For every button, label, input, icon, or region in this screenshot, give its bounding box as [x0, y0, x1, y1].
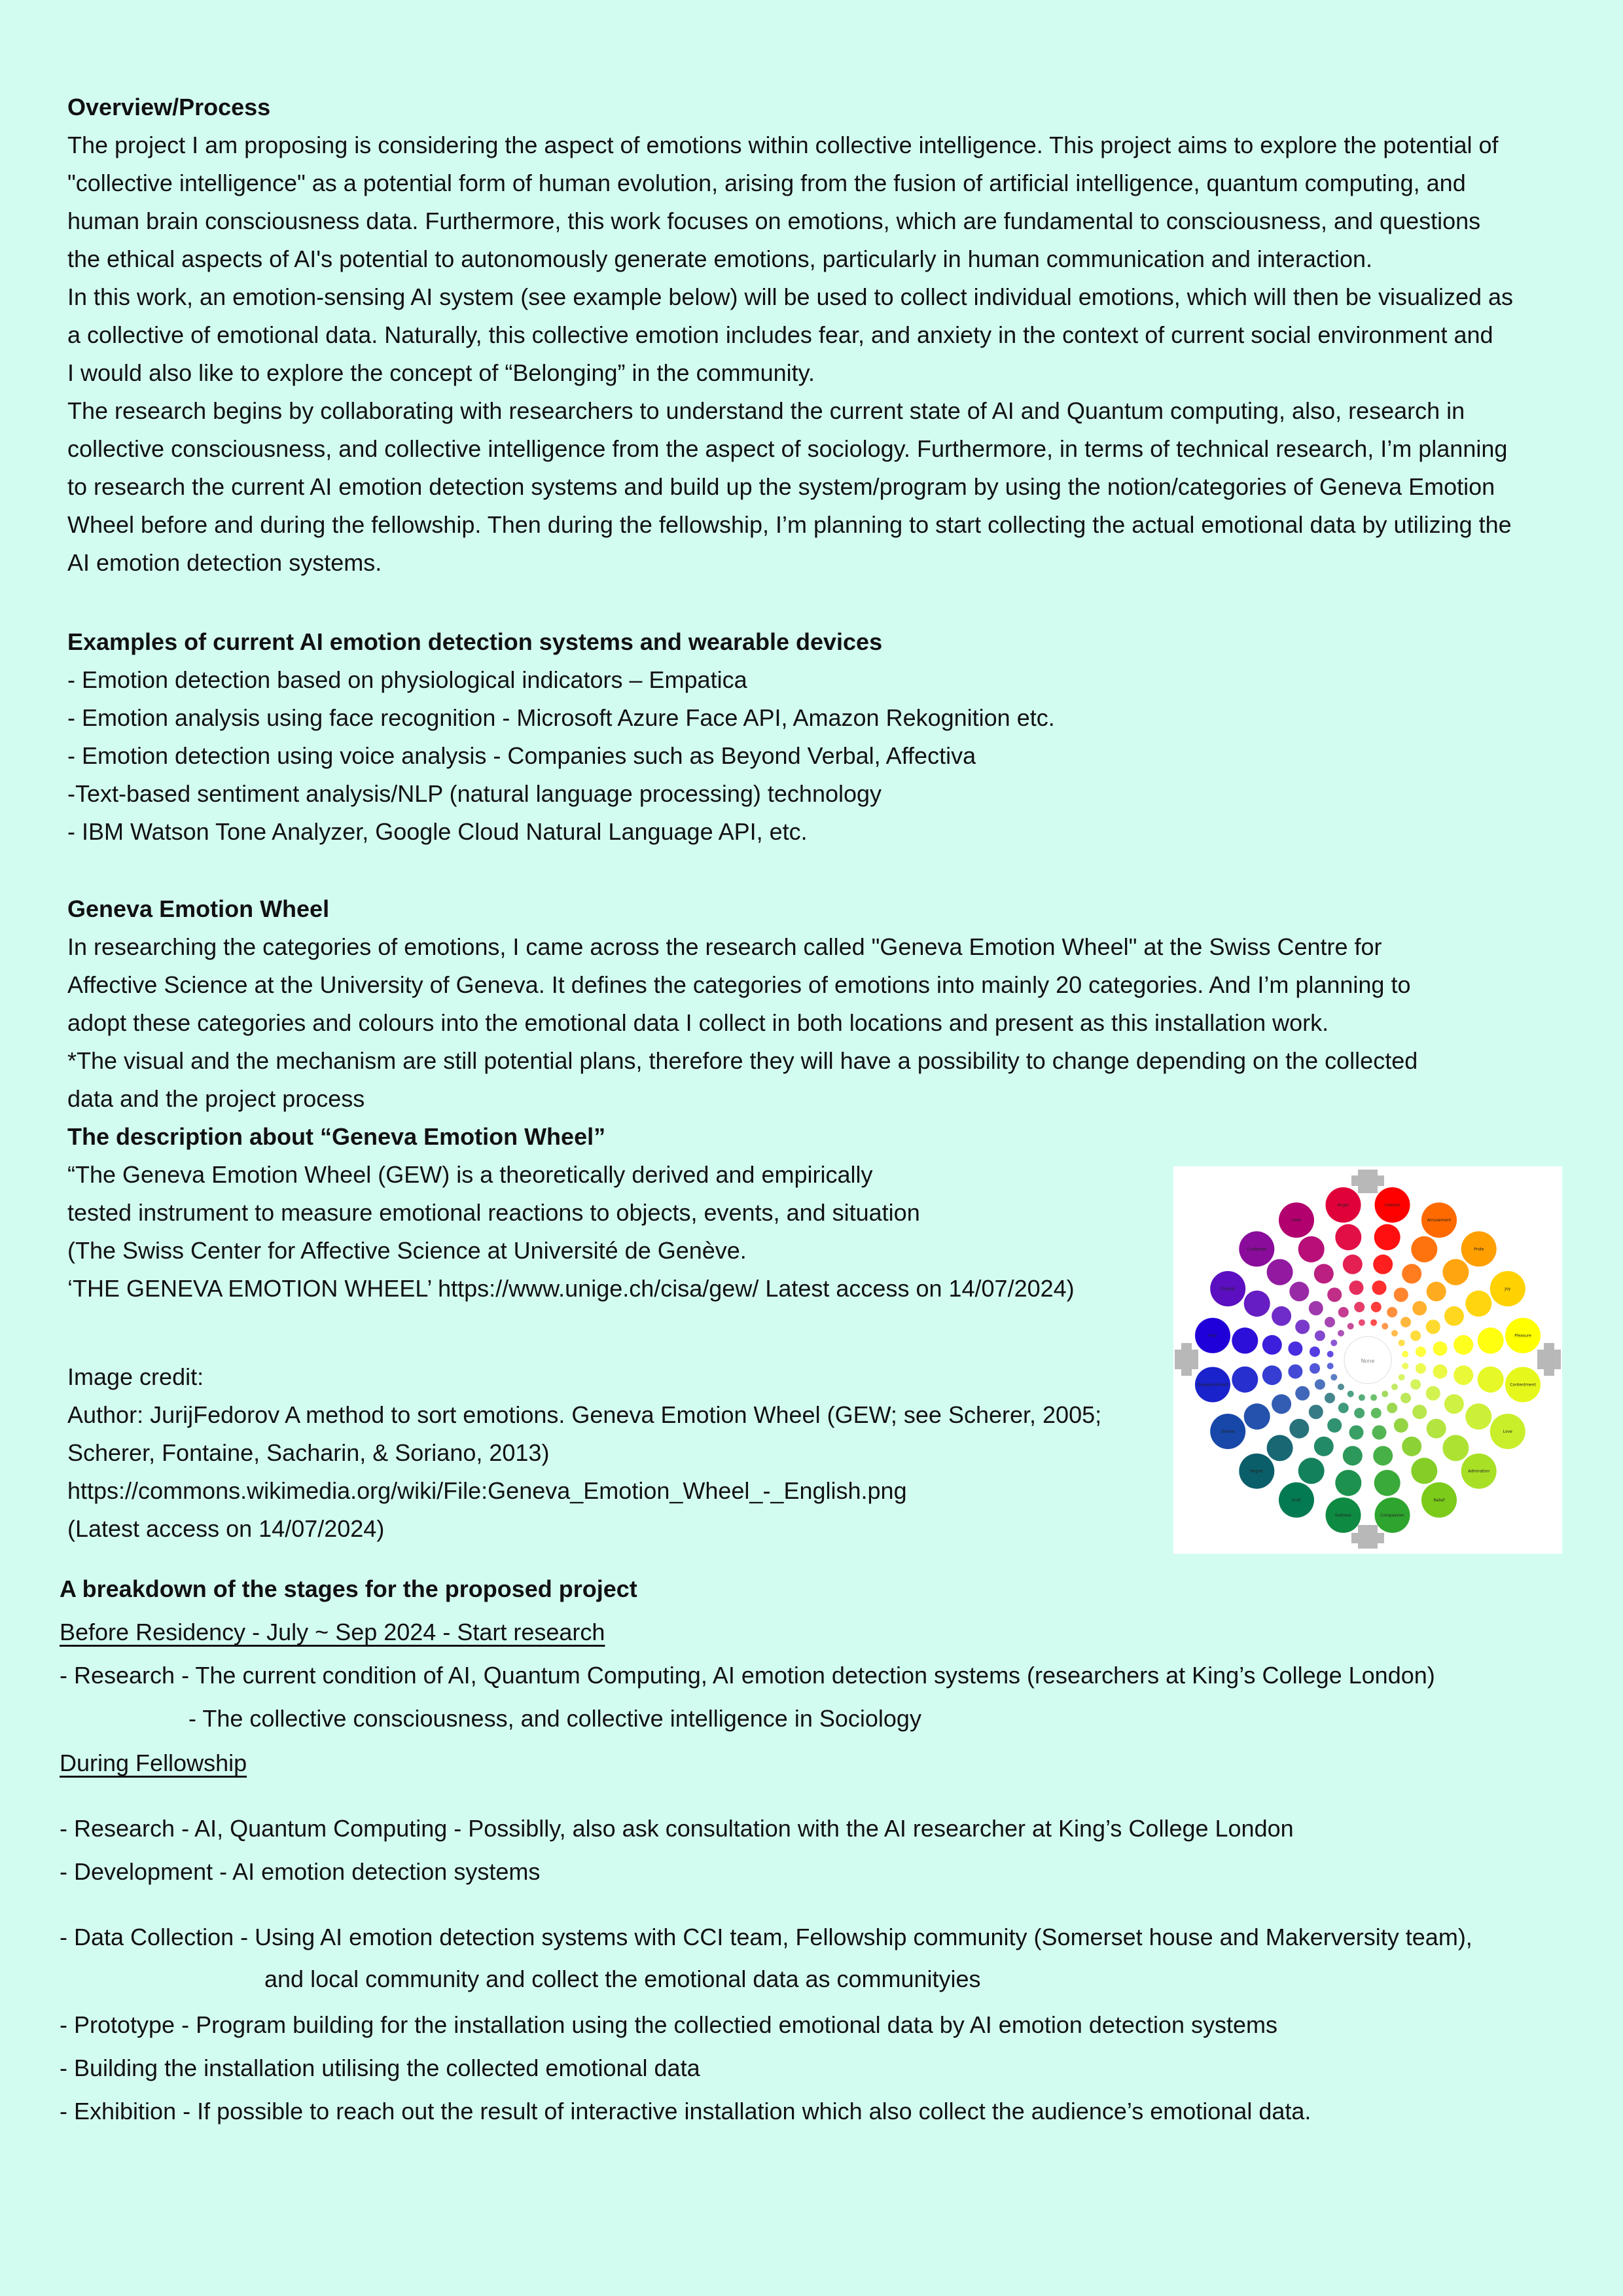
- wheel-center-label: None: [1361, 1358, 1375, 1364]
- wheel-dot: [1373, 1446, 1393, 1465]
- wheel-dot: [1354, 1302, 1364, 1312]
- wheel-emotion-label: Love: [1503, 1429, 1512, 1434]
- credit-line: https://commons.wikimedia.org/wiki/File:Geneva_Emotion_Wheel_-_English.png: [67, 1477, 907, 1504]
- wheel-dot: [1412, 1405, 1427, 1419]
- wheel-dot: [1465, 1403, 1491, 1429]
- wheel-dot: [1288, 1365, 1302, 1379]
- during-line: - Exhibition - If possible to reach out the result of interactive installation which also collect the audience’s emotional data.: [60, 2098, 1311, 2125]
- gew-line: adopt these categories and colours into the emotional data I collect in both locations and present as this installation work.: [67, 1009, 1329, 1036]
- wheel-dot: [1454, 1335, 1473, 1355]
- wheel-dot: [1374, 1470, 1400, 1496]
- wheel-dot: [1391, 1330, 1398, 1336]
- wheel-emotion-label: Contempt: [1247, 1247, 1267, 1252]
- wheel-dot: [1402, 1351, 1408, 1357]
- credit-line: Image credit:: [67, 1363, 204, 1390]
- wheel-dot: [1349, 1280, 1364, 1295]
- wheel-dot: [1327, 1363, 1334, 1369]
- before-line: - Research - The current condition of AI, Quantum Computing, AI emotion detection systems (researchers at King’s College London): [60, 1662, 1435, 1689]
- during-line: and local community and collect the emotional data as communityies: [264, 1965, 981, 1992]
- wheel-emotion-label: Relief: [1433, 1498, 1445, 1503]
- wheel-dot: [1371, 1408, 1382, 1418]
- wheel-dot: [1454, 1365, 1473, 1385]
- gew-line: Affective Science at the University of Geneva. It defines the categories of emotions into mainly 20 categories. And I’m planning to: [67, 971, 1411, 998]
- credit-line: Author: JurijFedorov A method to sort emotions. Geneva Emotion Wheel (GEW; see Scherer, 2005;: [67, 1401, 1102, 1428]
- overview-line: a collective of emotional data. Naturally, this collective emotion includes fear, and anxiety in the context of current social environment and: [67, 321, 1493, 348]
- breakdown-heading: A breakdown of the stages for the proposed project: [60, 1575, 637, 1602]
- overview-line: In this work, an emotion-sensing AI system (see example below) will be used to collect individual emotions, which will then be visualized as: [67, 283, 1514, 310]
- wheel-dot: [1359, 1394, 1365, 1401]
- wheel-dot: [1402, 1437, 1421, 1456]
- wheel-dot: [1444, 1394, 1464, 1414]
- wheel-dot: [1465, 1291, 1491, 1317]
- gew-line: In researching the categories of emotions, I came across the research called "Geneva Emotion Wheel" at the Swiss Centre for: [67, 933, 1382, 960]
- wheel-dot: [1427, 1419, 1446, 1439]
- wheel-dot: [1442, 1259, 1469, 1285]
- gew-heading: Geneva Emotion Wheel: [67, 895, 330, 922]
- wheel-dot: [1402, 1363, 1408, 1369]
- wheel-dot: [1244, 1291, 1270, 1317]
- during-line: - Building the installation utilising the collected emotional data: [60, 2054, 700, 2081]
- overview-line: human brain consciousness data. Furthermore, this work focuses on emotions, which are fundamental to consciousness, and questions: [67, 207, 1481, 234]
- wheel-dot: [1289, 1282, 1309, 1301]
- description-line: ‘THE GENEVA EMOTION WHEEL’ https://www.unige.ch/cisa/gew/ Latest access on 14/07/2024): [67, 1275, 1075, 1302]
- wheel-dot: [1416, 1346, 1426, 1357]
- wheel-dot: [1387, 1403, 1397, 1413]
- wheel-dot: [1382, 1391, 1388, 1397]
- gew-line: data and the project process: [67, 1085, 365, 1112]
- wheel-emotion-label: Compassion: [1380, 1513, 1404, 1518]
- wheel-dot: [1343, 1446, 1363, 1465]
- wheel-dot: [1427, 1282, 1446, 1301]
- wheel-dot: [1343, 1255, 1363, 1274]
- wheel-dot: [1335, 1224, 1361, 1250]
- wheel-dot: [1272, 1306, 1291, 1326]
- wheel-emotion-label: Disappointment: [1197, 1382, 1228, 1388]
- examples-line: - IBM Watson Tone Analyzer, Google Cloud Natural Language API, etc.: [67, 818, 808, 845]
- geneva-emotion-wheel-image: [1173, 1166, 1562, 1554]
- wheel-dot: [1338, 1330, 1344, 1336]
- overview-line: to research the current AI emotion detection systems and build up the system/program by using the notion/categories of Geneva Emotion: [67, 473, 1495, 500]
- wheel-dot: [1372, 1280, 1387, 1295]
- wheel-dot: [1262, 1335, 1282, 1355]
- wheel-emotion-label: Admiration: [1468, 1469, 1490, 1474]
- overview-heading: Overview/Process: [67, 94, 271, 120]
- wheel-dot: [1347, 1323, 1354, 1329]
- bottom-marker-icon: [1351, 1525, 1384, 1549]
- right-marker-icon: [1537, 1343, 1561, 1376]
- wheel-dot: [1349, 1426, 1364, 1440]
- wheel-dot: [1325, 1393, 1335, 1403]
- during-line: - Prototype - Program building for the installation using the collectied emotional data by AI emotion detection systems: [60, 2011, 1277, 2038]
- wheel-emotion-label: Regret: [1250, 1469, 1264, 1474]
- description-line: tested instrument to measure emotional reactions to objects, events, and situation: [67, 1199, 920, 1226]
- before-residency-heading: Before Residency - July ~ Sep 2024 - Start research: [60, 1619, 605, 1645]
- wheel-emotion-label: Disgust: [1220, 1287, 1236, 1291]
- during-line: - Development - AI emotion detection systems: [60, 1858, 541, 1885]
- wheel-dot: [1374, 1224, 1400, 1250]
- wheel-dot: [1382, 1323, 1388, 1329]
- wheel-dot: [1330, 1374, 1337, 1380]
- examples-heading: Examples of current AI emotion detection systems and wearable devices: [67, 628, 883, 655]
- wheel-dot: [1402, 1264, 1421, 1283]
- wheel-dot: [1314, 1437, 1334, 1456]
- wheel-dot: [1442, 1435, 1469, 1461]
- wheel-dot: [1478, 1367, 1504, 1393]
- wheel-emotion-label: Shame: [1221, 1429, 1235, 1434]
- left-marker-icon: [1175, 1343, 1198, 1376]
- wheel-dot: [1330, 1340, 1337, 1346]
- wheel-dot: [1411, 1458, 1437, 1484]
- wheel-dot: [1315, 1331, 1325, 1341]
- wheel-dot: [1327, 1287, 1342, 1302]
- wheel-dot: [1400, 1393, 1411, 1403]
- wheel-dot: [1411, 1236, 1437, 1263]
- wheel-dot: [1399, 1374, 1405, 1380]
- emotion-wheel-graphic: [1173, 1166, 1562, 1554]
- wheel-dot: [1354, 1408, 1364, 1418]
- wheel-dot: [1433, 1365, 1448, 1379]
- wheel-dot: [1426, 1386, 1440, 1401]
- wheel-dot: [1295, 1319, 1310, 1334]
- examples-line: - Emotion detection using voice analysis - Companies such as Beyond Verbal, Affectiva: [67, 742, 976, 769]
- wheel-dot: [1267, 1435, 1293, 1461]
- wheel-emotion-label: Hate: [1291, 1218, 1302, 1223]
- wheel-dot: [1373, 1255, 1393, 1274]
- overview-line: "collective intelligence" as a potential form of human evolution, arising from the fusion of artificial intelligence, quantum computing, and: [67, 170, 1466, 196]
- during-line: - Research - AI, Quantum Computing - Possiblly, also ask consultation with the AI researcher at King’s College London: [60, 1815, 1294, 1842]
- wheel-dot: [1262, 1365, 1282, 1385]
- wheel-dot: [1314, 1264, 1334, 1283]
- wheel-dot: [1444, 1306, 1464, 1326]
- wheel-dot: [1232, 1327, 1258, 1354]
- wheel-dot: [1370, 1319, 1377, 1326]
- during-line: - Data Collection - Using AI emotion detection systems with CCI team, Fellowship community (Somerset house and Makerversity team),: [60, 1924, 1472, 1950]
- overview-line: AI emotion detection systems.: [67, 549, 382, 576]
- wheel-emotion-label: Joy: [1505, 1287, 1511, 1291]
- examples-line: - Emotion analysis using face recognition - Microsoft Azure Face API, Amazon Rekognition etc.: [67, 704, 1055, 731]
- wheel-emotion-label: Fear: [1208, 1333, 1217, 1338]
- wheel-emotion-label: Amusement: [1427, 1218, 1452, 1223]
- wheel-dot: [1426, 1319, 1440, 1334]
- wheel-dot: [1391, 1384, 1398, 1390]
- wheel-dot: [1412, 1301, 1427, 1316]
- credit-line: (Latest access on 14/07/2024): [67, 1515, 385, 1542]
- wheel-dot: [1244, 1403, 1270, 1429]
- wheel-dot: [1433, 1342, 1448, 1356]
- wheel-dot: [1399, 1340, 1405, 1346]
- wheel-dot: [1370, 1394, 1377, 1401]
- overview-line: collective consciousness, and collective intelligence from the aspect of sociology. Furthermore, in terms of technical research, I’m planning: [67, 435, 1508, 462]
- wheel-dot: [1310, 1363, 1320, 1374]
- description-line: “The Geneva Emotion Wheel (GEW) is a theoretically derived and empirically: [67, 1161, 873, 1188]
- wheel-dot: [1394, 1287, 1408, 1302]
- wheel-dot: [1416, 1363, 1426, 1374]
- wheel-dot: [1298, 1458, 1325, 1484]
- wheel-dot: [1298, 1236, 1325, 1263]
- description-line: (The Swiss Center for Affective Science at Université de Genève.: [67, 1237, 747, 1264]
- wheel-emotion-label: Sadness: [1334, 1513, 1352, 1518]
- wheel-dot: [1400, 1317, 1411, 1327]
- overview-line: Wheel before and during the fellowship. Then during the fellowship, I’m planning to start collecting the actual emotional data by utilizing the: [67, 511, 1512, 538]
- wheel-emotion-label: Interest: [1384, 1203, 1400, 1208]
- wheel-dot: [1327, 1351, 1334, 1357]
- wheel-dot: [1310, 1346, 1320, 1357]
- credit-line: Scherer, Fontaine, Sacharin, & Soriano, 2013): [67, 1439, 550, 1466]
- wheel-dot: [1327, 1418, 1342, 1433]
- overview-line: the ethical aspects of AI's potential to autonomously generate emotions, particularly in human communication and interaction.: [67, 245, 1373, 272]
- wheel-dot: [1338, 1307, 1349, 1318]
- description-heading: The description about “Geneva Emotion Wheel”: [67, 1123, 606, 1150]
- wheel-dot: [1288, 1342, 1302, 1356]
- wheel-dot: [1338, 1403, 1349, 1413]
- wheel-dot: [1410, 1331, 1421, 1341]
- before-line: - The collective consciousness, and collective intelligence in Sociology: [188, 1705, 921, 1732]
- wheel-dot: [1387, 1307, 1397, 1318]
- wheel-dot: [1309, 1405, 1323, 1419]
- wheel-dot: [1478, 1327, 1504, 1354]
- wheel-emotion-label: Guilt: [1291, 1498, 1302, 1503]
- wheel-dot: [1359, 1319, 1365, 1326]
- overview-line: The project I am proposing is considering the aspect of emotions within collective intelligence. This project aims to explore the potential of: [67, 132, 1499, 158]
- wheel-emotion-label: Contentment: [1510, 1382, 1536, 1388]
- wheel-dot: [1272, 1394, 1291, 1414]
- overview-line: I would also like to explore the concept of “Belonging” in the community.: [67, 359, 815, 386]
- overview-line: The research begins by collaborating with researchers to understand the current state of AI and Quantum computing, also, research in: [67, 397, 1465, 424]
- wheel-dot: [1232, 1367, 1258, 1393]
- during-fellowship-heading: During Fellowship: [60, 1749, 247, 1776]
- wheel-dot: [1338, 1384, 1344, 1390]
- wheel-emotion-label: Pride: [1474, 1247, 1484, 1252]
- wheel-dot: [1315, 1379, 1325, 1390]
- examples-line: - Emotion detection based on physiological indicators – Empatica: [67, 666, 747, 693]
- wheel-dot: [1267, 1259, 1293, 1285]
- examples-line: -Text-based sentiment analysis/NLP (natural language processing) technology: [67, 780, 882, 807]
- wheel-dot: [1335, 1470, 1361, 1496]
- wheel-emotion-label: Pleasure: [1514, 1333, 1531, 1338]
- wheel-dot: [1289, 1419, 1309, 1439]
- wheel-dot: [1325, 1317, 1335, 1327]
- gew-line: *The visual and the mechanism are still potential plans, therefore they will have a possibility to change depending on the collected: [67, 1047, 1418, 1074]
- wheel-dot: [1410, 1379, 1421, 1390]
- wheel-dot: [1372, 1426, 1387, 1440]
- wheel-dot: [1371, 1302, 1382, 1312]
- wheel-dot: [1295, 1386, 1310, 1401]
- top-marker-icon: [1351, 1170, 1384, 1193]
- wheel-dot: [1347, 1391, 1354, 1397]
- wheel-dot: [1394, 1418, 1408, 1433]
- wheel-emotion-label: Anger: [1337, 1203, 1349, 1208]
- wheel-dot: [1309, 1301, 1323, 1316]
